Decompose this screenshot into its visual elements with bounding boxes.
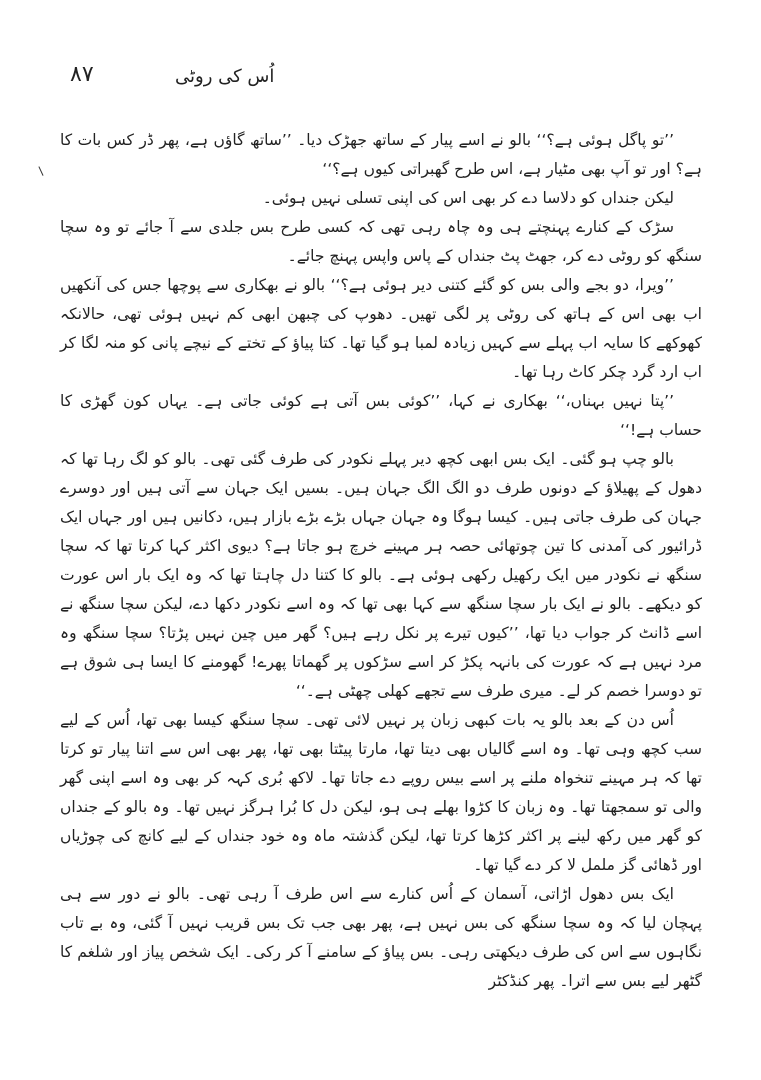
paragraph-2: لیکن جنداں کو دلاسا دے کر بھی اس کی اپنی تسلی نہیں ہوئی۔: [262, 189, 674, 207]
running-head: اُس کی روٹی: [175, 66, 275, 87]
paragraph-1: ’’تو پاگل ہوئی ہے؟‘‘ بالو نے اسے پیار کے ساتھ جھڑک دیا۔ ’’ساتھ گاؤں ہے، پھر ڈر کس بات کا ہے؟ اور تو آپ بھی مٹیار ہے، اس طرح گھبراتی کیوں ہے؟‘‘: [60, 131, 702, 178]
margin-mark: [38, 162, 52, 176]
paragraph-7: اُس دن کے بعد بالو یہ بات کبھی زبان پر نہیں لائی تھی۔ سچا سنگھ کیسا بھی تھا، اُس کے لیے سب کچھ وہی تھا۔ وہ اسے گالیاں بھی دیتا تھا، مارتا پیٹتا بھی تھا، پھر بھی اس سے اتنا پیار تو کرتا تھا کہ ہر مہینے تنخواہ ملنے پر اسے بیس روپے دے جاتا تھا۔ لاکھ بُری کہہ کر بھی وہ اسے اپنی گھر والی تو سمجھتا تھا۔ وہ زبان کا کڑوا بھلے ہی ہو، لیکن دل کا بُرا ہرگز نہیں تھا۔ وہ بالو کے جنداں کو گھر میں رکھ لینے پر اکثر کڑھا کرتا تھا، لیکن گذشتہ ماہ وہ خود جنداں کے لیے کانچ کی چوڑیاں اور ڈھائی گز ململ لا کر دے گیا تھا۔: [60, 711, 702, 874]
paragraph-4: ’’ویرا، دو بجے والی بس کو گئے کتنی دیر ہوئی ہے؟‘‘ بالو نے بھکاری سے پوچھا جس کی آنکھیں اب بھی اس کے ہاتھ کی روٹی پر لگی تھیں۔ دھوپ کی چبھن ابھی کم نہیں ہوئی تھی، حالانکہ کھوکھے کا سایہ اب پہلے سے کہیں زیادہ لمبا ہو گیا تھا۔ کتا پیاؤ کے تختے کے نیچے پانی کو منہ لگا کر اب ارد گرد چکر کاٹ رہا تھا۔: [60, 276, 702, 381]
paragraph-5: ’’پتا نہیں بہناں،‘‘ بھکاری نے کہا، ’’کوئی بس آتی ہے کوئی جاتی ہے۔ یہاں کون گھڑی کا حساب ہے!‘‘: [60, 392, 702, 439]
paragraph-8: ایک بس دھول اڑاتی، آسمان کے اُس کنارے سے اس طرف آ رہی تھی۔ بالو نے دور سے ہی پہچان لیا کہ وہ سچا سنگھ کی بس نہیں ہے، پھر بھی جب تک بس قریب نہیں آ گئی، وہ بے تاب نگاہوں سے اس کی طرف دیکھتی رہی۔ بس پیاؤ کے سامنے آ کر رکی۔ ایک شخص پیاز اور شلغم کا گٹھر لیے بس سے اترا۔ پھر کنڈکٹر: [60, 885, 702, 990]
paragraph-3: سڑک کے کنارے پہنچتے ہی وہ چاہ رہی تھی کہ کسی طرح بس جلدی سے آ جائے تو وہ سچا سنگھ کو روٹی دے کر، جھٹ پٹ جنداں کے پاس واپس پہنچ جائے۔: [60, 218, 702, 265]
paragraph-6: بالو چپ ہو گئی۔ ایک بس ابھی کچھ دیر پہلے نکودر کی طرف گئی تھی۔ بالو کو لگ رہا تھا کہ دھول کے پھیلاؤ کے دونوں طرف دو الگ الگ جہان ہیں۔ بسیں ایک جہان سے آتی ہیں اور دوسرے جہان کی طرف جاتی ہیں۔ کیسا ہوگا وہ جہان جہاں بڑے بڑے بازار ہیں، دکانیں ہیں اور جہاں ایک ڈرائیور کی آمدنی کا تین چوتھائی حصہ ہر مہینے خرچ ہو جاتا ہے؟ دیوی اکثر کہا کرتا تھا کہ سچا سنگھ نے نکودر میں ایک رکھیل رکھی ہوئی ہے۔ بالو کا کتنا دل چاہتا تھا کہ وہ ایک بار اس عورت کو دیکھے۔ بالو نے ایک بار سچا سنگھ سے کہا بھی تھا کہ وہ اسے نکودر دکھا دے، لیکن سچا سنگھ نے اسے ڈانٹ کر جواب دیا تھا، ’’کیوں تیرے پر نکل رہے ہیں؟ گھر میں چین نہیں پڑتا؟ سچا سنگھ وہ مرد نہیں ہے کہ عورت کی بانہہ پکڑ کر اسے سڑکوں پر گھماتا پھرے! گھومنے کا ایسا ہی شوق ہے تو دوسرا خصم کر لے۔ میری طرف سے تجھے کھلی چھٹی ہے۔‘‘: [60, 450, 702, 700]
page-number: ۸۷: [70, 62, 94, 87]
body-text: [60, 126, 702, 996]
